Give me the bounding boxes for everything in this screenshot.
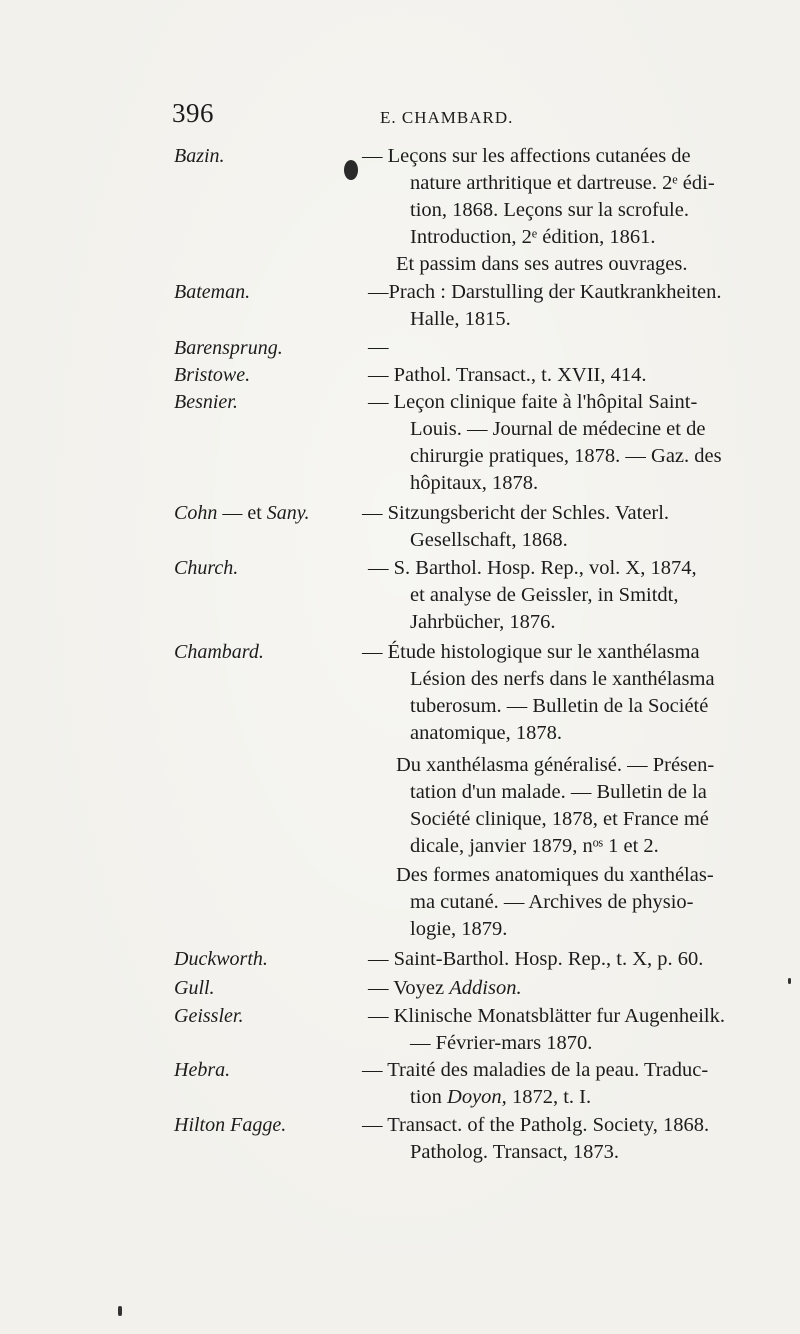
entry-line: Patholog. Transact, 1873. [410,1141,619,1163]
author-name: Besnier. [174,391,238,413]
author-name: Hilton Fagge. [174,1114,287,1136]
entry-line: tion, 1868. Leçons sur la scrofule. [410,199,689,221]
entry-line: — [368,336,389,358]
entry-text: tion [410,1086,448,1108]
author-name: Hebra. [174,1059,231,1081]
author-connector: — et [222,502,262,524]
entry-line: hôpitaux, 1878. [410,472,539,494]
author-name [174,502,354,525]
author-name-second: Sany. [266,502,310,524]
entry-text: 1872, t. I. [506,1086,592,1108]
entry-line: Lésion des nerfs dans le xanthélasma [410,668,715,690]
entry-line: — Pathol. Transact., t. XVII, 414. [368,364,647,386]
entry-line: Société clinique, 1878, et France mé [410,808,709,830]
entry-line: anatomique, 1878. [410,722,563,744]
entry-line: nature arthritique et dartreuse. 2ᵉ édi- [410,172,715,194]
entry-line [410,1084,740,1111]
author-name: Gull. [174,977,215,999]
page-number: 396 [172,98,214,128]
entry-line: dicale, janvier 1879, nᵒˢ 1 et 2. [410,835,659,857]
entry-line: — Traité des maladies de la peau. Traduc- [362,1059,709,1081]
print-speck [788,978,791,984]
entry-line: Halle, 1815. [410,308,511,330]
translator-name: Doyon, [447,1086,507,1108]
entry-line: — S. Barthol. Hosp. Rep., vol. X, 1874, [368,557,697,579]
cross-reference-name: Addison. [449,977,522,999]
entry-line: Louis. — Journal de médecine et de [410,418,706,440]
entry-line: Introduction, 2ᵉ édition, 1861. [410,226,656,248]
entry-line: Et passim dans ses autres ouvrages. [396,253,688,275]
entry-line: Du xanthélasma généralisé. — Présen- [396,754,715,776]
entry-line: logie, 1879. [410,918,508,940]
print-speck [118,1306,122,1316]
author-name: Bateman. [174,281,251,303]
entry-text: — Voyez [368,977,450,999]
entry-line: — Klinische Monatsblätter fur Augenheilk. [368,1005,725,1027]
entry-line: —Prach : Darstulling der Kautkrankheiten. [368,281,722,303]
entry-line: ma cutané. — Archives de physio- [410,891,694,913]
entry-line: — Transact. of the Patholg. Society, 1868. [362,1114,710,1136]
entry-line: — Sitzungsbericht der Schles. Vaterl. [362,502,670,524]
entry-line: — Leçon clinique faite à l'hôpital Saint- [368,391,698,413]
entry-line: Des formes anatomiques du xanthélas- [396,864,714,886]
author-name: Barensprung. [174,337,283,359]
entry-line: tuberosum. — Bulletin de la Société [410,695,709,717]
author-name-first: Cohn [174,502,218,524]
running-head: E. CHAMBARD. [380,108,514,127]
author-name: Bazin. [174,145,225,167]
author-name: Geissler. [174,1005,244,1027]
entry-line: Gesellschaft, 1868. [410,529,568,551]
entry-line: — Leçons sur les affections cutanées de [362,145,691,167]
author-name: Church. [174,557,239,579]
entry-line: — Saint-Barthol. Hosp. Rep., t. X, p. 60. [368,948,704,970]
entry-line: — Février-mars 1870. [410,1032,593,1054]
entry-line: et analyse de Geissler, in Smitdt, [410,584,679,606]
entry-line: tation d'un malade. — Bulletin de la [410,781,707,803]
author-name: Chambard. [174,641,264,663]
author-name: Bristowe. [174,364,251,386]
entry-line: — Étude histologique sur le xanthélasma [362,641,700,663]
entry-line [368,975,698,1002]
author-name: Duckworth. [174,948,268,970]
entry-line: Jahrbücher, 1876. [410,611,556,633]
entry-line: chirurgie pratiques, 1878. — Gaz. des [410,445,722,467]
